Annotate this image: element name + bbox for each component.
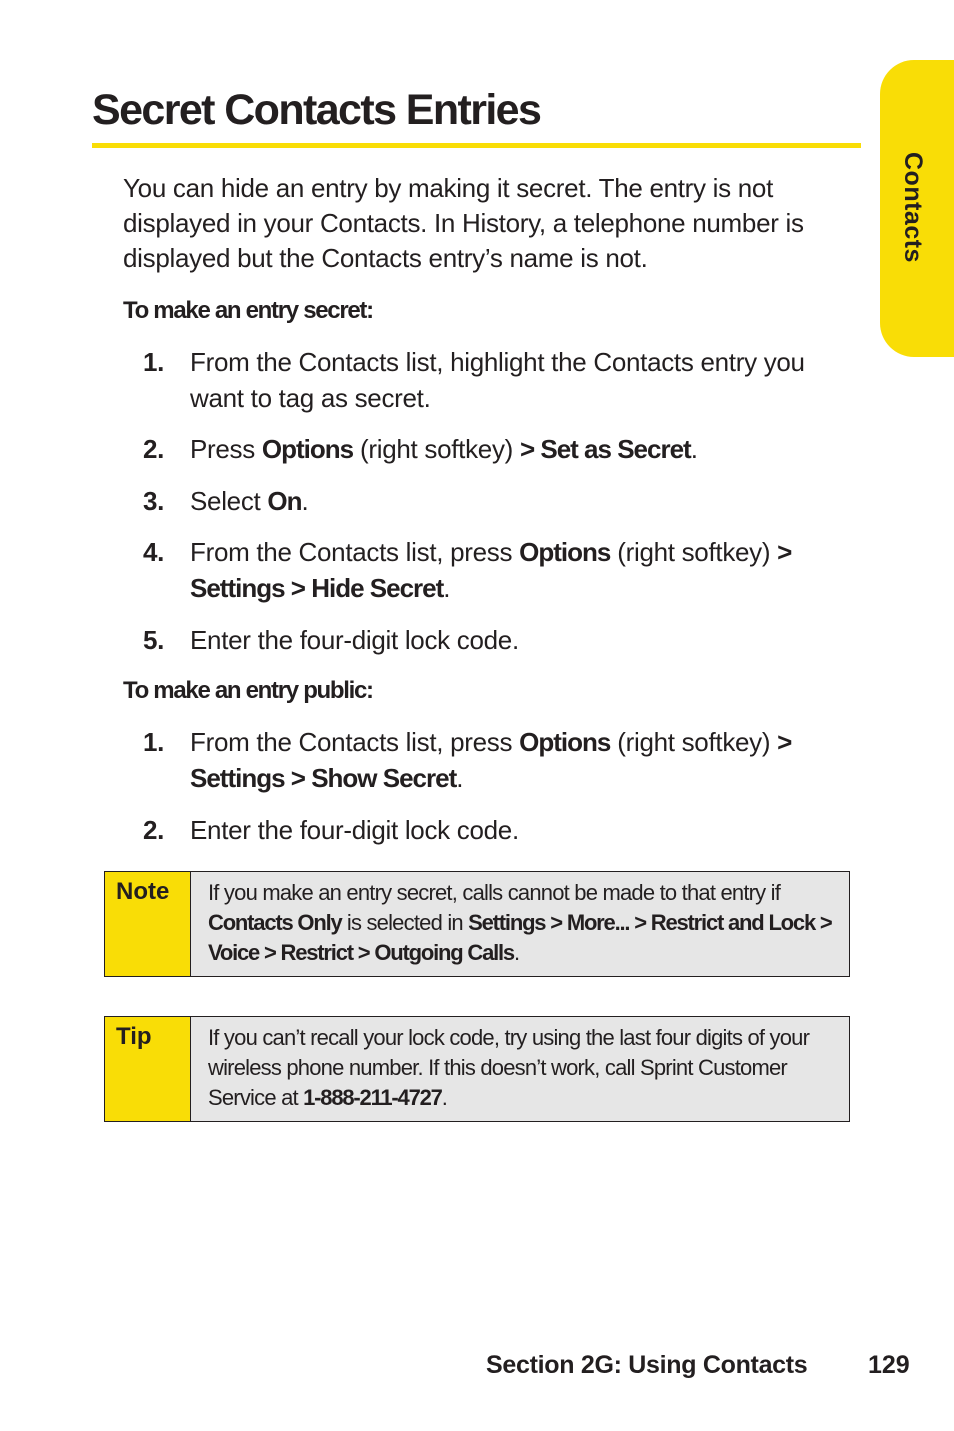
footer-section-title: Section 2G: Using Contacts (486, 1351, 808, 1379)
page-number: 129 (868, 1351, 910, 1379)
side-tab-label: Contacts (899, 152, 927, 263)
tip-label-cell (105, 1017, 191, 1121)
note-label-cell (105, 872, 191, 976)
phone-number: 1-888-211-4727 (303, 1085, 442, 1110)
options-key: Options (519, 537, 611, 567)
tip-label: Tip (116, 1023, 152, 1050)
step-number: 3. (143, 486, 165, 516)
step-number: 5. (143, 625, 165, 655)
note-box (104, 871, 850, 977)
tip-box (104, 1016, 850, 1122)
note-text: If you make an entry secret, calls cannot be made to that entry if Contacts Only is selected in Settings > More... > Restrict and Lock > Voice > Restrict > Outgoing Calls. (208, 880, 832, 965)
menu-path: > Settings > Hide Secret (190, 537, 792, 603)
tip-text: If you can’t recall your lock code, try using the last four digits of your wireless phone number. If this doesn’t work, call Sprint Customer Service at 1-888-211-4727. (208, 1025, 810, 1110)
step-text: Press Options (right softkey) > Set as Secret. (190, 434, 698, 464)
option-on: On (267, 486, 302, 516)
step-text: Enter the four-digit lock code. (190, 625, 519, 655)
menu-path: > Settings > Show Secret (190, 727, 792, 793)
contacts-only-option: Contacts Only (208, 910, 342, 935)
step-number: 1. (143, 347, 165, 377)
menu-path: Settings > More... > Restrict and Lock > Voice > Restrict > Outgoing Calls (208, 910, 832, 965)
step-text: From the Contacts list, press Options (right softkey) > Settings > Hide Secret. (190, 537, 792, 603)
step-text: Select On. (190, 486, 309, 516)
step-number: 2. (143, 434, 165, 464)
secret-heading: To make an entry secret: (123, 297, 373, 324)
step-number: 2. (143, 815, 165, 845)
intro-paragraph: You can hide an entry by making it secret. The entry is not displayed in your Contacts. In History, a telephone number is displayed but the Contacts entry’s name is not. (123, 173, 804, 273)
title-underline (92, 143, 861, 148)
note-label: Note (116, 878, 170, 905)
step-text: From the Contacts list, press Options (right softkey) > Settings > Show Secret. (190, 727, 792, 793)
step-text: From the Contacts list, highlight the Contacts entry you want to tag as secret. (190, 347, 805, 413)
options-key: Options (261, 434, 354, 464)
menu-path: > Set as Secret (519, 434, 691, 464)
public-heading: To make an entry public: (123, 677, 373, 704)
step-number: 1. (143, 727, 165, 757)
step-text: Enter the four-digit lock code. (190, 815, 519, 845)
options-key: Options (519, 727, 611, 757)
step-number: 4. (143, 537, 165, 567)
page-title: Secret Contacts Entries (92, 86, 541, 134)
